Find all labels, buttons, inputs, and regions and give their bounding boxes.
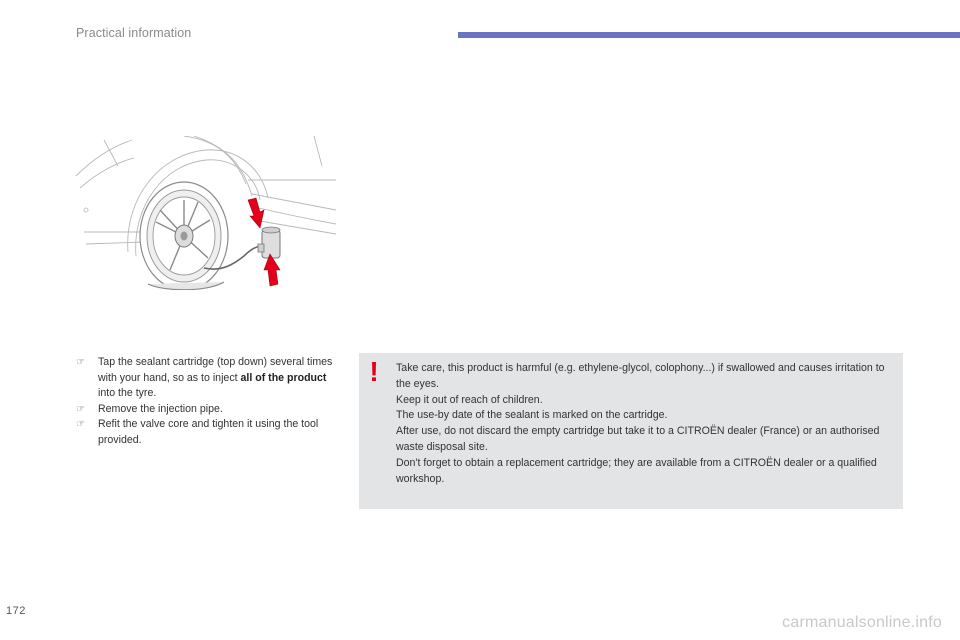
warning-line: Don't forget to obtain a replacement cartridge; they are available from a CITROËN dealer or a qualified workshop. [396, 456, 877, 485]
warning-line: After use, do not discard the empty cartridge but take it to a CITROËN dealer (France) or an authorised waste disposal site. [396, 425, 880, 453]
header-accent-bar [458, 32, 960, 38]
warning-line: Take care, this product is harmful (e.g. ethylene-glycol, colophony...) if swallowed and causes irritation to the eyes. [396, 362, 885, 390]
watermark: carmanualsonline.info [782, 614, 942, 631]
warning-line: Keep it out of reach of children. [396, 393, 543, 406]
section-title: Practical information [76, 26, 192, 40]
step-text: Refit the valve core and tighten it using the tool provided. [98, 418, 319, 446]
warning-text [396, 361, 900, 487]
page-number: 172 [6, 605, 26, 617]
pointing-hand-bullet-icon: ☞ [76, 403, 85, 415]
step-item [76, 417, 344, 448]
step-text: Tap the sealant cartridge (top down) several times with your hand, so as to inject [98, 356, 333, 384]
step-text-end: into the tyre. [98, 387, 157, 400]
pointing-hand-bullet-icon: ☞ [76, 357, 85, 368]
step-text: Remove the injection pipe. [98, 402, 223, 415]
car-wheel-sealant-illustration [74, 136, 338, 290]
step-item [76, 355, 344, 402]
pointing-hand-bullet-icon: ☞ [76, 419, 85, 431]
warning-box [359, 353, 903, 509]
instruction-steps [76, 355, 344, 449]
step-item [76, 402, 344, 418]
warning-line: The use-by date of the sealant is marked on the cartridge. [396, 409, 668, 422]
exclamation-warning-icon: ! [369, 356, 379, 387]
step-emphasis: all of the product [240, 371, 327, 384]
